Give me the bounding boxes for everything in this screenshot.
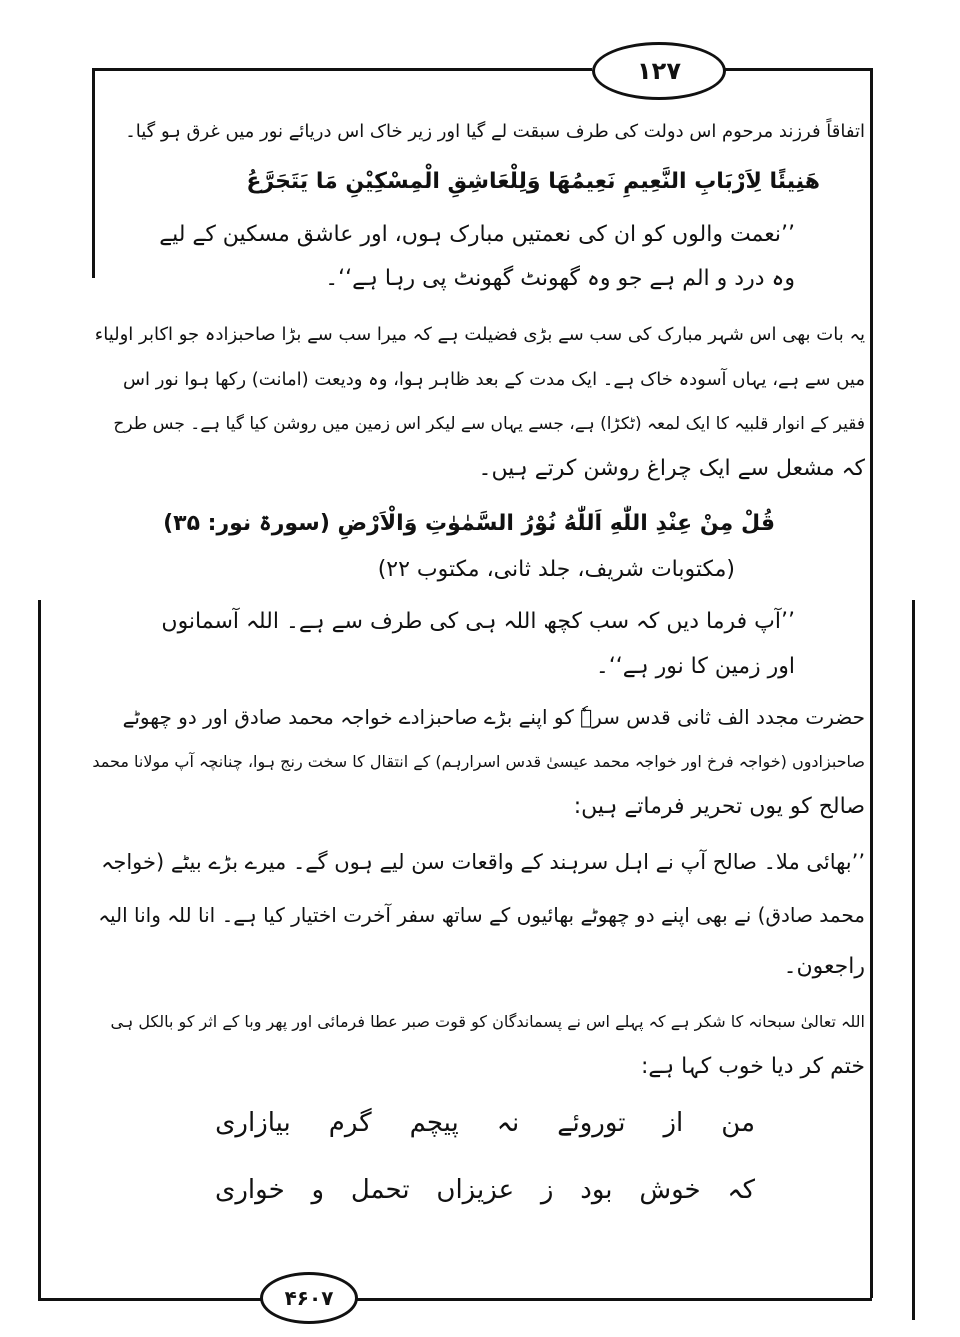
text-line-8: کہ مشعل سے ایک چراغ روشن کرتے ہیں۔ <box>478 456 865 481</box>
verse1-word-2: از <box>663 1108 684 1138</box>
citation-line: (مکتوبات شریف، جلد ثانی، مکتوب ۲۲) <box>377 557 735 582</box>
top-rule-right <box>722 68 872 71</box>
text-line-17: محمد صادق) نے بھی اپنے دو چھوٹے بھائیوں کے ساتھ سفر آخرت اختیار کیا ہے۔ انا للہ وانا الیہ <box>98 903 865 927</box>
text-line-11: ’’آپ فرما دیں کہ سب کچھ اللہ ہی کی طرف سے ہے۔ اللہ آسمانوں <box>161 609 795 634</box>
verse2-word-5: عزیزاں <box>436 1175 515 1205</box>
text-line-13: حضرت مجدد الف ثانی قدس سرہٗ کو اپنے بڑے صاحبزادے خواجہ محمد صادق اور دو چھوٹے <box>122 705 865 729</box>
top-rule <box>92 68 592 71</box>
verse2-word-1: کہ <box>727 1175 755 1205</box>
couplet-line-2 <box>215 1175 755 1205</box>
verse1-word-3: توروئے <box>557 1108 626 1138</box>
quran-verse-line: قُلْ مِنْ عِنْدِ اللّٰهِ اَللّٰهُ نُوْرُ السَّمٰوٰتِ وَالْاَرْضِ (سورۃ نور: ۳۵) <box>163 511 775 536</box>
verse1-word-5: پیچم <box>409 1108 459 1138</box>
verse2-word-6: تحمل <box>350 1175 410 1205</box>
text-line-1: اتفاقاً فرزند مرحوم اس دولت کی طرف سبقت لے گیا اور زیر خاک اس دریائے نور میں غرق ہو گیا۔ <box>125 121 865 142</box>
running-number-badge <box>260 1272 358 1324</box>
page-number-badge <box>592 42 726 100</box>
verse2-word-7: و <box>311 1175 325 1205</box>
left-border-lower <box>38 600 41 1300</box>
text-line-5: یہ بات بھی اس شہر مبارک کی سب سے بڑی فضیلت ہے کہ میرا سب سے بڑا صاحبزادہ جو اکابر اولیاء <box>94 324 865 345</box>
page-number: ۱۲۷ <box>637 57 681 85</box>
couplet-line-1 <box>215 1108 755 1138</box>
bottom-rule-right <box>352 1298 872 1301</box>
text-line-18: راجعون۔ <box>783 954 865 979</box>
inner-rule-vertical <box>912 600 915 1320</box>
text-line-16: ’’بھائی ملا۔ صالح آپ نے اہل سرہند کے واقعات سن لیے ہوں گے۔ میرے بڑے بیٹے (خواجہ <box>101 850 865 874</box>
text-line-4: وہ درد و الم ہے جو وہ گھونٹ گھونٹ پی رہا ہے‘‘۔ <box>325 266 795 291</box>
verse2-word-2: خوش <box>639 1175 701 1205</box>
running-number: ۴۶۰۷ <box>284 1286 334 1310</box>
text-line-14: صاحبزادوں (خواجہ فرخ اور خواجہ محمد عیسیٰ قدس اسرارہم) کے انتقال کا سخت رنج ہوا، چنانچہ آپ مولانا محمد <box>92 752 865 771</box>
text-line-12: اور زمین کا نور ہے‘‘۔ <box>595 654 795 679</box>
verse2-word-8: خواری <box>215 1175 285 1205</box>
text-line-7: فقیر کے انوار قلبیہ کا ایک لمعہ (ٹکڑا) ہے، جسے یہاں سے لیکر اس زمین میں روشن کیا گیا ہے۔ جس طرح <box>113 414 865 434</box>
verse1-word-7: بیازاری <box>215 1108 291 1138</box>
verse1-word-6: گرم <box>328 1108 372 1138</box>
verse1-word-1: من <box>721 1108 755 1138</box>
left-border-upper <box>92 68 95 278</box>
bottom-rule <box>38 1298 263 1301</box>
text-line-15: صالح کو یوں تحریر فرماتے ہیں: <box>573 794 865 819</box>
text-line-20: ختم کر دیا خوب کہا ہے: <box>640 1054 865 1079</box>
right-border <box>870 68 873 1298</box>
text-line-19: اللہ تعالیٰ سبحانہ کا شکر ہے کہ پہلے اس نے پسماندگان کو قوت صبر عطا فرمائی اور پھر وبا کے اثر کو بالکل ہی <box>110 1012 865 1031</box>
verse2-word-4: ز <box>540 1175 554 1205</box>
text-line-6: میں سے ہے، یہاں آسودہ خاک ہے۔ ایک مدت کے بعد ظاہر ہوا، وہ ودیعت (امانت) رکھا ہوا نور اس <box>123 369 865 390</box>
text-line-3: ’’نعمت والوں کو ان کی نعمتیں مبارک ہوں، اور عاشق مسکین کے لیے <box>159 222 795 247</box>
verse1-word-4: نہ <box>496 1108 520 1138</box>
verse2-word-3: بود <box>580 1175 613 1205</box>
arabic-verse-line: هَنِيئًا لِاَرْبَابِ النَّعِيمِ نَعِيمُهَا وَلِلْعَاشِقِ الْمِسْكِيْنِ مَا يَتَجَرَّعُ <box>246 169 820 194</box>
